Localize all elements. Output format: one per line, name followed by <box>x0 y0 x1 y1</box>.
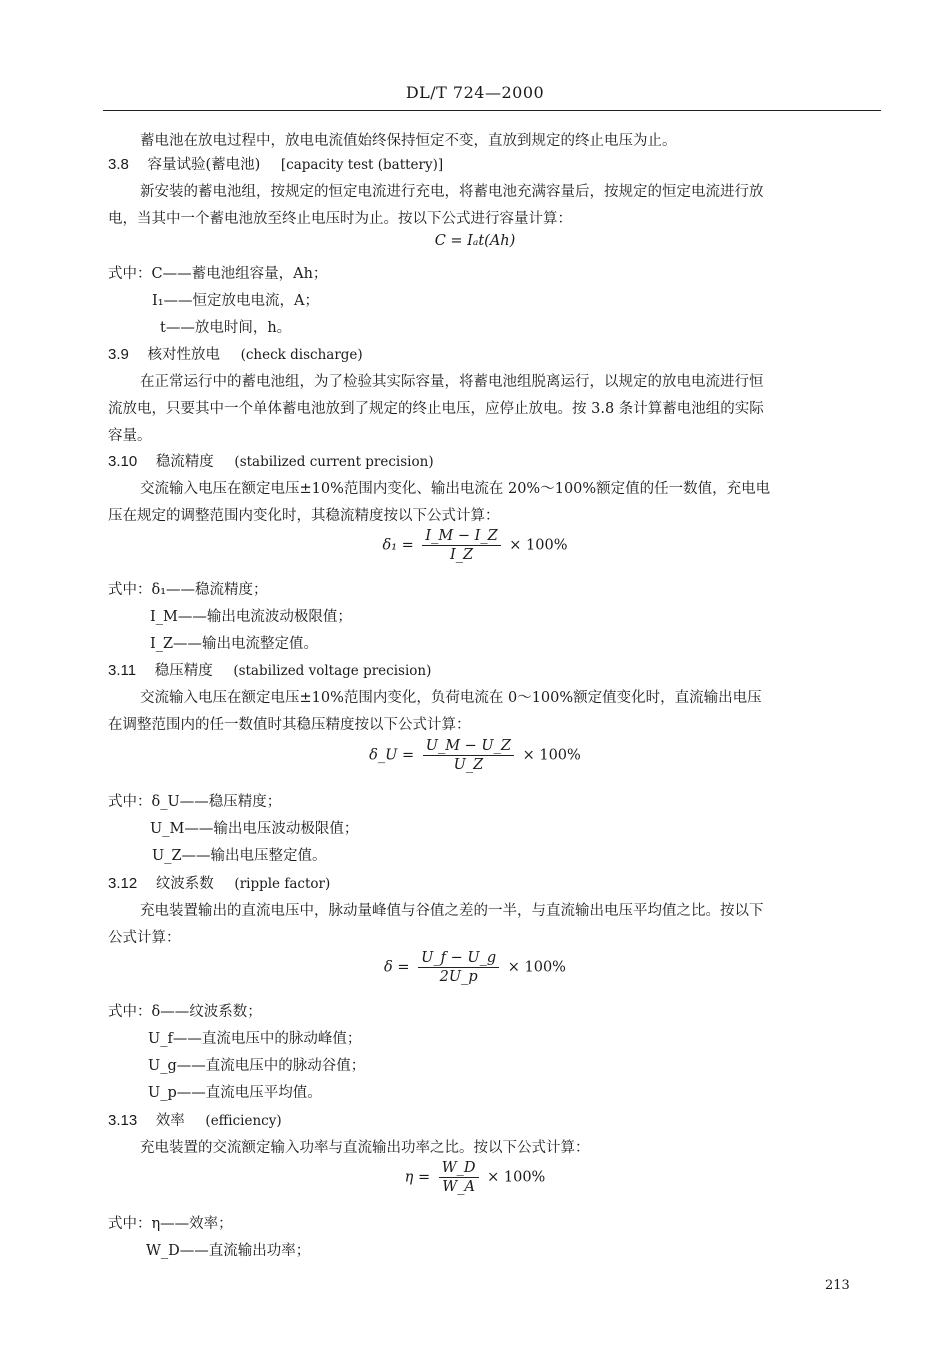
definition: 式中：C——蓄电池组容量，Ah； <box>108 266 328 282</box>
definition: U_p——直流电压平均值。 <box>148 1085 322 1101</box>
paragraph: 流放电，只要其中一个单体蓄电池放到了规定的终止电压，应停止放电。按 3.8 条计算蓄电池组的实际 <box>108 401 764 417</box>
section-heading-3-8 <box>108 153 443 174</box>
section-heading-3-9 <box>108 343 363 364</box>
section-title-en: (stabilized voltage precision) <box>233 663 432 679</box>
denominator: W_A <box>442 1179 475 1195</box>
formula-current-precision <box>0 528 950 563</box>
definition: U_M——输出电压波动极限值； <box>150 821 359 837</box>
definition: 式中：η——效率； <box>108 1216 233 1232</box>
section-title-en: (check discharge) <box>240 347 363 363</box>
section-heading-3-13 <box>108 1109 282 1130</box>
paragraph: 新安装的蓄电池组，按规定的恒定电流进行充电，将蓄电池充满容量后，按规定的恒定电流进行放 <box>140 184 764 200</box>
section-title-en: (efficiency) <box>205 1113 282 1129</box>
section-title: 稳压精度 <box>154 663 213 679</box>
section-title: 容量试验(蓄电池) <box>147 157 261 173</box>
section-number: 3.9 <box>108 346 129 363</box>
definition: W_D——直流输出功率； <box>146 1243 311 1259</box>
denominator: 2U_p <box>439 969 478 985</box>
formula-rhs: × 100% <box>509 537 568 554</box>
definition: I_M——输出电流波动极限值； <box>150 609 352 625</box>
section-number: 3.8 <box>108 156 129 173</box>
formula-lhs: δ_U = <box>369 747 415 764</box>
numerator: I_M − I_Z <box>422 528 500 546</box>
formula-rhs: × 100% <box>507 959 566 976</box>
definition: 式中：δ——纹波系数； <box>108 1004 262 1020</box>
fraction <box>423 738 514 773</box>
definition: t——放电时间，h。 <box>160 320 292 336</box>
denominator: U_Z <box>453 757 484 773</box>
definition: 式中：δ₁——稳流精度； <box>108 582 268 598</box>
section-title-en: (stabilized current precision) <box>234 454 434 470</box>
numerator: U_M − U_Z <box>423 738 514 756</box>
header-rule <box>103 110 881 111</box>
definition: 式中：δ_U——稳压精度； <box>108 794 282 810</box>
formula-capacity: C = Iₐt(Ah) <box>434 233 516 249</box>
fraction <box>418 950 499 985</box>
section-heading-3-12 <box>108 872 330 893</box>
section-number: 3.11 <box>108 662 137 679</box>
definition: I₁——恒定放电电流，A； <box>152 293 320 309</box>
definition: U_Z——输出电压整定值。 <box>152 848 327 864</box>
fraction <box>439 1160 479 1195</box>
section-number: 3.10 <box>108 453 138 470</box>
section-title-en: (ripple factor) <box>234 876 331 892</box>
section-title: 核对性放电 <box>147 347 220 363</box>
formula-lhs: η = <box>404 1169 431 1186</box>
formula-ripple-factor <box>0 950 950 985</box>
formula-lhs: δ = <box>384 959 410 976</box>
formula-rhs: × 100% <box>522 747 581 764</box>
section-number: 3.13 <box>108 1112 138 1129</box>
paragraph: 电，当其中一个蓄电池放至终止电压时为止。按以下公式进行容量计算： <box>108 211 572 227</box>
formula-rhs: × 100% <box>487 1169 546 1186</box>
section-title-en: [capacity test (battery)] <box>280 157 444 173</box>
section-number: 3.12 <box>108 875 138 892</box>
paragraph: 交流输入电压在额定电压±10%范围内变化、输出电流在 20%～100%额定值的任一数值，充电电 <box>140 481 771 497</box>
paragraph: 交流输入电压在额定电压±10%范围内变化，负荷电流在 0～100%额定值变化时，直流输出电压 <box>140 690 762 706</box>
formula-voltage-precision <box>0 738 950 773</box>
formula-efficiency <box>0 1160 950 1195</box>
page-number: 213 <box>825 1278 850 1293</box>
paragraph: 蓄电池在放电过程中，放电电流值始终保持恒定不变，直放到规定的终止电压为止。 <box>140 133 677 149</box>
paragraph: 容量。 <box>108 428 152 444</box>
paragraph: 压在规定的调整范围内变化时，其稳流精度按以下公式计算： <box>108 508 500 524</box>
paragraph: 公式计算： <box>108 930 181 946</box>
paragraph: 充电装置输出的直流电压中，脉动量峰值与谷值之差的一半，与直流输出电压平均值之比。按以下 <box>140 903 764 919</box>
section-heading-3-10 <box>108 450 434 471</box>
formula-lhs: δ₁ = <box>382 537 414 554</box>
definition: U_g——直流电压中的脉动谷值； <box>148 1058 366 1074</box>
definition: I_Z——输出电流整定值。 <box>150 636 319 652</box>
section-heading-3-11 <box>108 659 431 680</box>
numerator: U_f − U_g <box>418 950 499 968</box>
fraction <box>422 528 500 563</box>
denominator: I_Z <box>450 547 474 563</box>
section-title: 稳流精度 <box>155 454 214 470</box>
paragraph: 在调整范围内的任一数值时其稳压精度按以下公式计算： <box>108 717 471 733</box>
section-title: 纹波系数 <box>155 876 214 892</box>
paragraph: 充电装置的交流额定输入功率与直流输出功率之比。按以下公式计算： <box>140 1140 590 1156</box>
paragraph: 在正常运行中的蓄电池组，为了检验其实际容量，将蓄电池组脱离运行，以规定的放电电流进行恒 <box>140 374 764 390</box>
definition: U_f——直流电压中的脉动峰值； <box>148 1031 362 1047</box>
page-header: DL/T 724—2000 <box>405 83 545 102</box>
numerator: W_D <box>439 1160 479 1178</box>
section-title: 效率 <box>155 1113 185 1129</box>
